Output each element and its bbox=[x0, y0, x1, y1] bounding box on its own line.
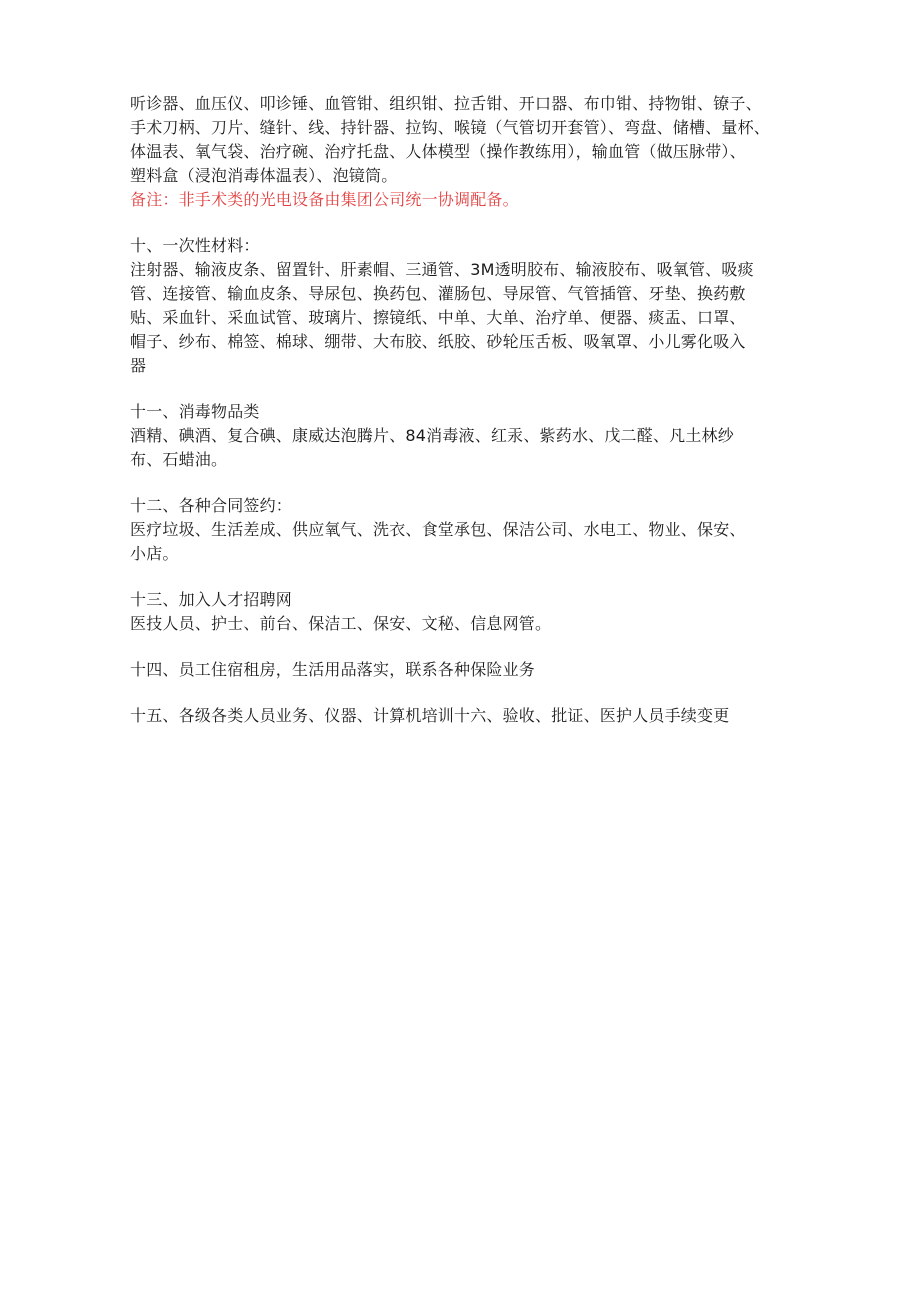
equipment-line: 体温表、氧气袋、治疗碗、治疗托盘、人体模型（操作教练用），输血管（做压脉带）、 bbox=[130, 142, 746, 161]
section-line: 管、连接管、输血皮条、导尿包、换药包、灌肠包、导尿管、气管插管、牙垫、换药敷 bbox=[130, 284, 746, 303]
section-line: 医疗垃圾、生活差成、供应氧气、洗衣、食堂承包、保洁公司、水电工、物业、保安、 bbox=[130, 520, 746, 539]
section-line: 医技人员、护士、前台、保洁工、保安、文秘、信息网管。 bbox=[130, 614, 552, 633]
equipment-line: 塑料盒（浸泡消毒体温表）、泡镜筒。 bbox=[130, 166, 398, 185]
section-heading: 十三、加入人才招聘网 bbox=[130, 590, 293, 609]
section-line: 布、石蜡油。 bbox=[130, 450, 228, 469]
section-disposable-materials bbox=[130, 234, 820, 378]
section-recruitment bbox=[130, 588, 820, 636]
section-line: 小店。 bbox=[130, 544, 179, 563]
section-heading: 十二、各种合同签约： bbox=[130, 496, 293, 515]
section-line: 注射器、输液皮条、留置针、肝素帽、三通管、3M透明胶布、输液胶布、吸氧管、吸痰 bbox=[130, 260, 754, 279]
section-line: 帽子、纱布、棉签、棉球、绷带、大布胶、纸胶、砂轮压舌板、吸氧罩、小儿雾化吸入 bbox=[130, 332, 746, 351]
section-heading: 十四、员工住宿租房，生活用品落实，联系各种保险业务 bbox=[130, 660, 536, 679]
section-staff-housing bbox=[130, 658, 820, 682]
equipment-line: 听诊器、血压仪、叩诊锤、血管钳、组织钳、拉舌钳、开口器、布巾钳、持物钳、镣子、 bbox=[130, 94, 762, 113]
section-line: 贴、采血针、采血试管、玻璃片、擦镜纸、中单、大单、治疗单、便器、痰盂、口罩、 bbox=[130, 308, 746, 327]
section-line: 酒精、碘酒、复合碘、康威达泡腾片、84消毒液、红汞、紫药水、戊二醛、凡土林纱 bbox=[130, 426, 734, 445]
equipment-line: 手术刀柄、刀片、缝针、线、持针器、拉钩、喉镜（气管切开套管）、弯盘、储槽、量杯、 bbox=[130, 118, 771, 137]
section-heading: 十、一次性材料： bbox=[130, 236, 260, 255]
document-page bbox=[130, 92, 820, 728]
section-training bbox=[130, 704, 820, 728]
section-disinfection-supplies bbox=[130, 400, 820, 472]
section-line: 器 bbox=[130, 356, 147, 375]
equipment-note: 备注：非手术类的光电设备由集团公司统一协调配备。 bbox=[130, 190, 519, 209]
equipment-list bbox=[130, 92, 820, 212]
section-heading: 十五、各级各类人员业务、仪器、计算机培训十六、验收、批证、医护人员手续变更 bbox=[130, 706, 730, 725]
section-contracts bbox=[130, 494, 820, 566]
section-heading: 十一、消毒物品类 bbox=[130, 402, 260, 421]
